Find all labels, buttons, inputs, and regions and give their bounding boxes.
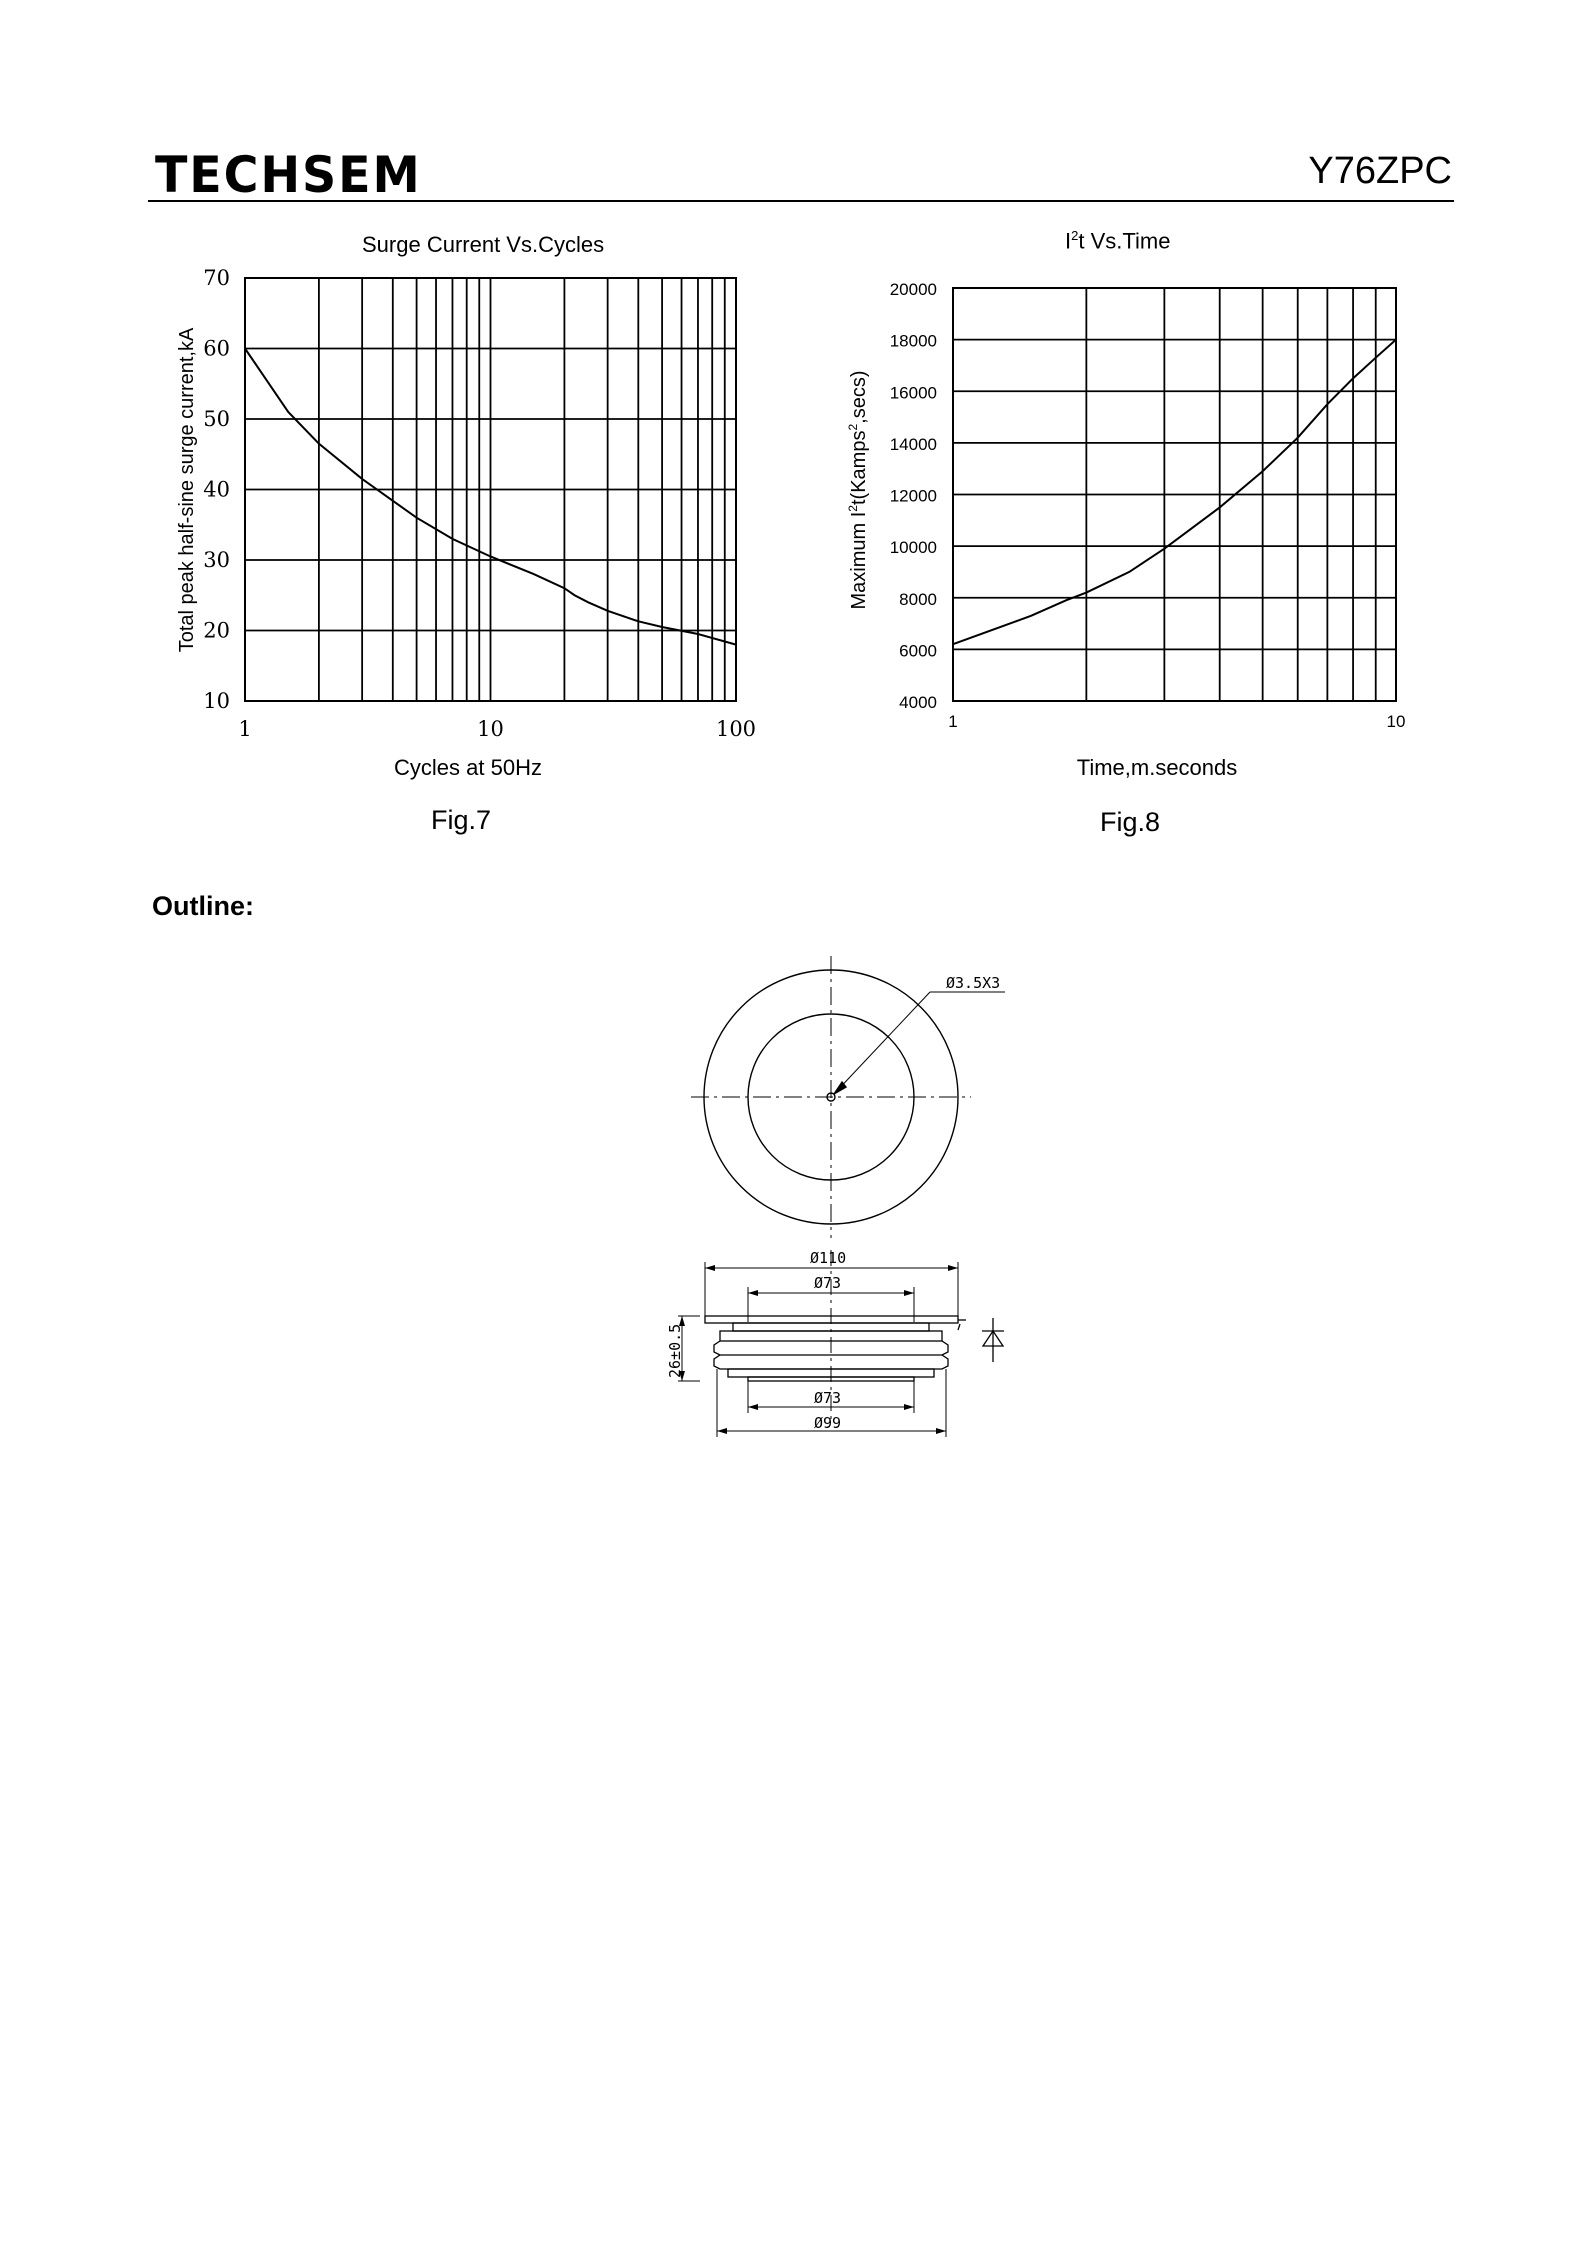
diode-symbol-icon [982, 1318, 1004, 1362]
fig7-x-axis-label: Cycles at 50Hz [394, 755, 542, 780]
brand-logo: TECHSEM [155, 146, 422, 204]
fig7-y-tick-label: 50 [203, 407, 230, 431]
fig8-y-axis-label-part: 2 [846, 423, 860, 431]
dim-hole: Ø3.5X3 [946, 974, 1001, 992]
fig8-y-tick-label: 10000 [889, 538, 937, 558]
fig8-x-axis-label: Time,m.seconds [1076, 755, 1238, 780]
hole-leader [834, 992, 930, 1094]
dim-base: Ø99 [814, 1414, 842, 1432]
fig7-y-tick-label: 40 [203, 477, 230, 502]
fig8-x-tick-label: 10 [1386, 712, 1406, 731]
fig8-x-tick-label: 1 [948, 712, 958, 731]
fig8-y-tick-label: 6000 [899, 641, 937, 661]
fig8-y-axis-label-part: t(Kamps [848, 430, 870, 506]
fig8-y-tick-label: 18000 [889, 331, 937, 351]
dim-outer: Ø110 [810, 1249, 847, 1267]
fig8-title-main: t Vs.Time [1078, 228, 1171, 254]
fig7-y-tick-label: 10 [203, 689, 230, 713]
fig8-y-axis-label-part: ,secs) [848, 370, 870, 424]
fig7-y-tick-label: 30 [203, 548, 230, 572]
fig7-title: Surge Current Vs.Cycles [362, 232, 605, 257]
fig8-y-axis-label-part: 2 [846, 505, 860, 512]
dim-bottom-pole: Ø73 [814, 1389, 842, 1407]
fig8-title-sup: 2 [1071, 228, 1079, 243]
leader-arrow [834, 1082, 846, 1094]
fig8-y-tick-label: 14000 [889, 434, 937, 454]
fig8-y-tick-label: 20000 [889, 280, 937, 299]
fig7-y-tick-label: 70 [203, 266, 230, 290]
fig7-y-tick-label: 60 [203, 336, 230, 361]
outline-top-view [691, 956, 1005, 1238]
fig7-caption: Fig.7 [431, 805, 492, 835]
fig8-y-tick-label: 8000 [899, 589, 937, 609]
fig7-x-tick-label: 10 [477, 717, 504, 741]
outline-title: Outline: [152, 891, 254, 921]
fig8-y-axis-label-part: Maximum I [848, 511, 870, 610]
fig7-y-tick-label: 20 [203, 618, 230, 643]
fig7-y-axis-label: Total peak half-sine surge current,kA [176, 327, 198, 653]
fig8-y-tick-label: 12000 [889, 486, 937, 506]
fig7-x-tick-label: 100 [715, 717, 757, 741]
fig8-y-tick-label: 4000 [899, 693, 937, 712]
fig7-x-tick-label: 1 [238, 717, 252, 741]
fig8-y-tick-label: 16000 [889, 383, 937, 403]
dim-height: 26±0.5 [666, 1323, 684, 1378]
fig8-caption: Fig.8 [1100, 807, 1161, 837]
dim-top-pole: Ø73 [814, 1274, 842, 1292]
part-number: Y76ZPC [1308, 150, 1452, 192]
fig8-title-prefix: I [1065, 228, 1072, 254]
